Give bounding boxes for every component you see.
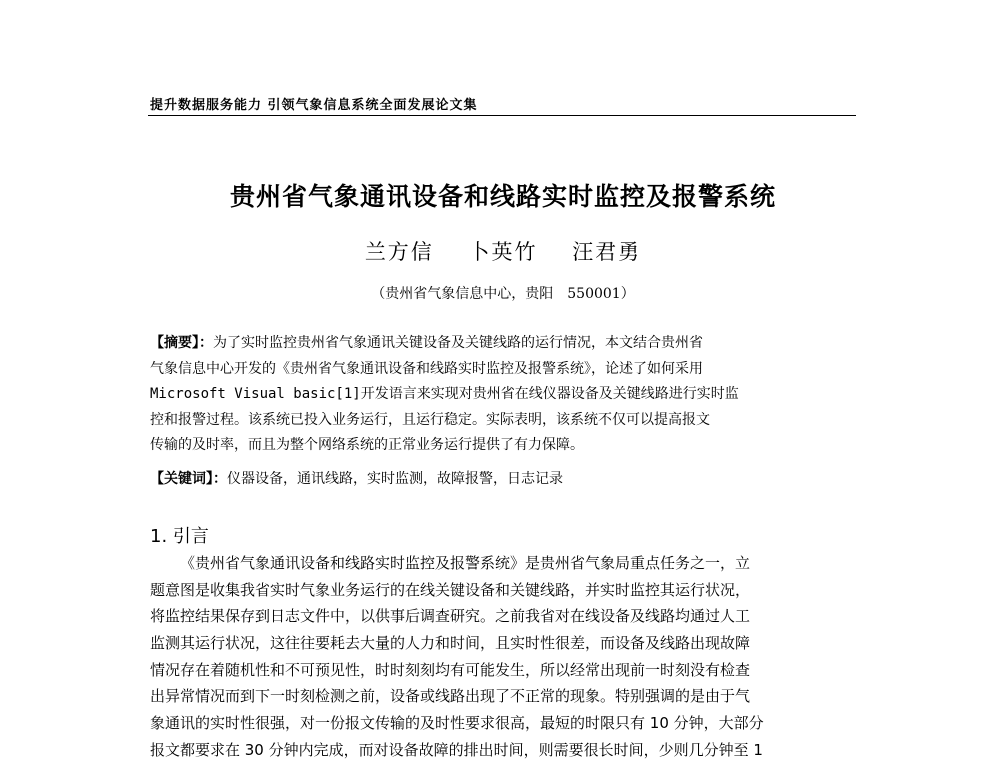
abstract-label: 【摘要】： bbox=[150, 335, 213, 351]
abstract-line: 控和报警过程。该系统已投入业务运行，且运行稳定。实际表明，该系统不仅可以提高报文 bbox=[150, 411, 710, 428]
abstract-line: 气象信息中心开发的《贵州省气象通讯设备和线路实时监控及报警系统》，论述了如何采用 bbox=[150, 360, 703, 377]
running-header: 提升数据服务能力 引领气象信息系统全面发展论文集 bbox=[150, 98, 478, 113]
abstract-text: 为了实时监控贵州省气象通讯关键设备及关键线路的运行情况，本文结合贵州省 bbox=[213, 335, 703, 351]
body-line: 报文都要求在 30 分钟内完成，而对设备故障的排出时间，则需要很长时间，少则几分钟至 1 bbox=[150, 740, 763, 759]
author-name: 兰方信 bbox=[364, 240, 434, 264]
keywords-label: 【关键词】： bbox=[150, 471, 227, 487]
abstract-line bbox=[150, 331, 856, 357]
keywords bbox=[150, 468, 563, 488]
body-line: 题意图是收集我省实时气象业务运行的在线关键设备和关键线路，并实时监控其运行状况， bbox=[150, 580, 751, 599]
section-body bbox=[150, 550, 856, 764]
body-line: 情况存在着随机性和不可预见性，时时刻刻均有可能发生，所以经常出现前一时刻没有检查 bbox=[150, 660, 751, 679]
body-line: 将监控结果保存到日志文件中，以供事后调查研究。之前我省对在线设备及线路均通过人工 bbox=[150, 607, 751, 626]
abstract-line: Microsoft Visual basic[1]开发语言来实现对贵州省在线仪器设备及关键线路进行实时监 bbox=[150, 386, 739, 403]
body-line: 出异常情况而到下一时刻检测之前，设备或线路出现了不正常的现象。特别强调的是由于气 bbox=[150, 687, 751, 706]
keywords-text: 仪器设备，通讯线路，实时监测，故障报警，日志记录 bbox=[227, 471, 563, 487]
affiliation: （贵州省气象信息中心，贵阳 550001） bbox=[371, 286, 635, 302]
body-line: 象通讯的实时性很强，对一份报文传输的及时性要求很高，最短的时限只有 10 分钟，大部分 bbox=[150, 714, 764, 733]
section-heading: 1. 引言 bbox=[150, 526, 209, 547]
abstract-line: 传输的及时率，而且为整个网络系统的正常业务运行提供了有力保障。 bbox=[150, 437, 584, 454]
body-line: 《贵州省气象通讯设备和线路实时监控及报警系统》是贵州省气象局重点任务之一，立 bbox=[180, 554, 751, 572]
author-name: 卜英竹 bbox=[468, 240, 538, 264]
author-name: 汪君勇 bbox=[572, 240, 642, 264]
author-list bbox=[150, 236, 856, 266]
body-line: 监测其运行状况，这往往要耗去大量的人力和时间，且实时性很差，而设备及线路出现故障 bbox=[150, 634, 751, 653]
paper-title: 贵州省气象通讯设备和线路实时监控及报警系统 bbox=[229, 182, 776, 211]
abstract bbox=[150, 331, 856, 459]
header-rule bbox=[148, 115, 856, 116]
